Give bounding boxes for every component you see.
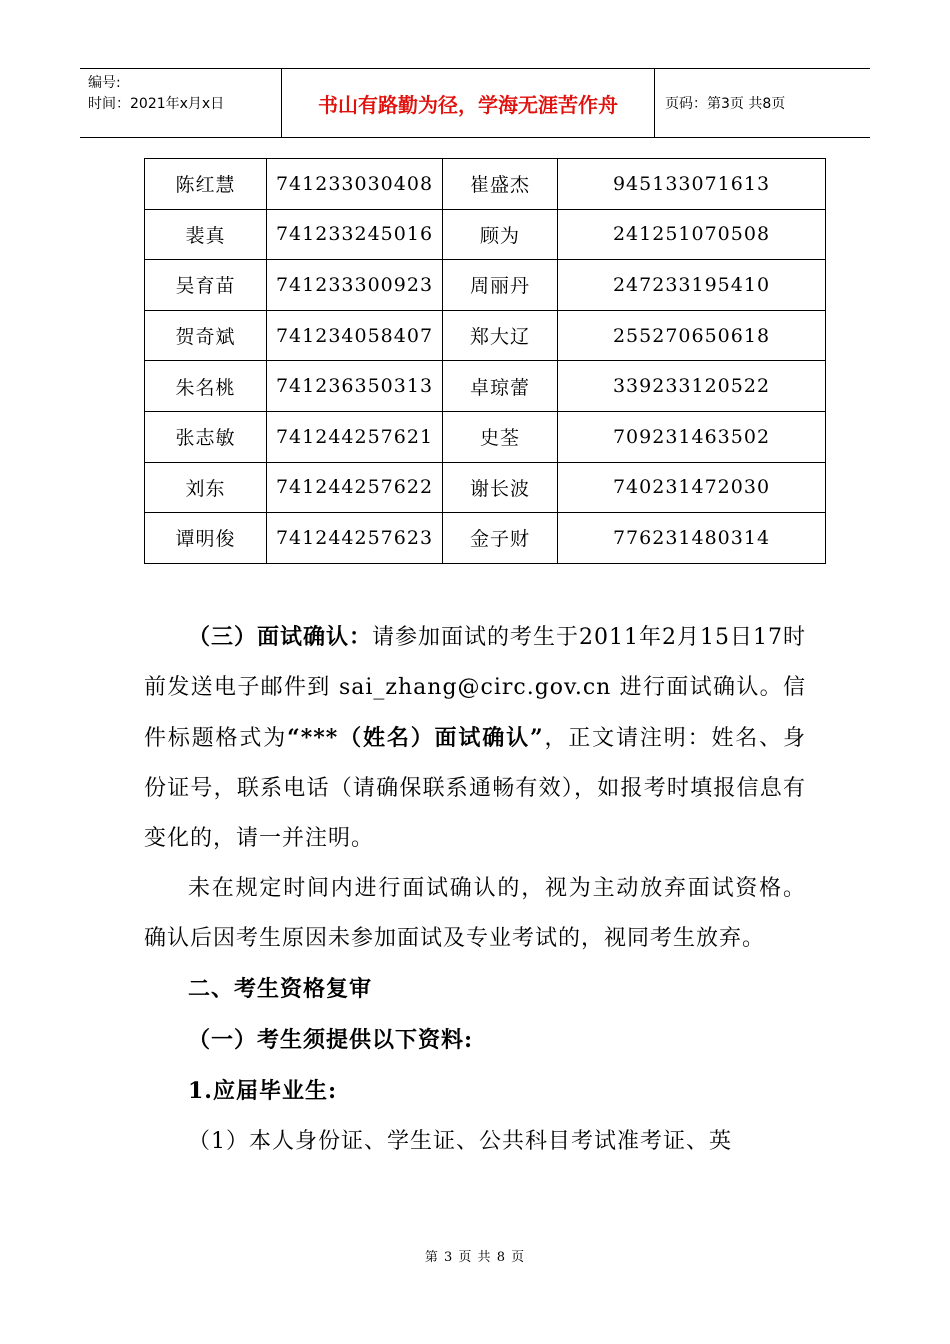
header-meta [80,69,282,137]
paragraph-interview-confirmation [144,612,806,864]
candidate-id-cell: 241251070508 [558,209,826,260]
candidate-id-cell: 741244257623 [267,513,443,564]
candidate-id-cell: 247233195410 [558,260,826,311]
heading-fresh-graduates: 1.应届毕业生: [188,1078,338,1104]
candidate-id-cell: 741234058407 [267,310,443,361]
page-footer: 第 3 页 共 8 页 [424,1250,526,1265]
candidate-name-cell: 张志敏 [145,411,267,462]
candidate-id-cell: 741233030408 [267,159,443,210]
candidate-name-cell: 谢长波 [443,462,558,513]
candidate-id-cell: 741244257621 [267,411,443,462]
candidate-name-cell: 顾为 [443,209,558,260]
candidate-name-cell: 崔盛杰 [443,159,558,210]
table-row [145,513,826,564]
confirmation-text-a: 请参加面试的考生于2011年2月15日17时前发送电子邮件到 sai_zhang@circ.gov.cn 进行面试确认。信件标题格式为 [144,625,806,751]
heading-required-materials: （一）考生须提供以下资料: [188,1027,474,1053]
candidate-name-cell: 刘东 [145,462,267,513]
candidate-name-cell: 金子财 [443,513,558,564]
confirmation-text-b: ，正文请注明：姓名、身份证号，联系电话（请确保联系通畅有效），如报考时填报信息有变化的，请一并注明。 [144,726,806,851]
candidate-id-cell: 709231463502 [558,411,826,462]
candidate-id-cell: 741233300923 [267,260,443,311]
table-row [145,310,826,361]
time-label: 时间：2021年x月x日 [88,96,225,112]
candidate-id-cell: 741244257622 [267,462,443,513]
email-subject-format: “***（姓名）面试确认” [287,725,544,751]
heading-section-two: 二、考生资格复审 [188,976,373,1002]
header-motto: 书山有路勤为径，学海无涯苦作舟 [282,69,655,137]
serial-label: 编号: [88,75,121,91]
candidate-name-cell: 朱名桃 [145,361,267,412]
page-header [80,68,870,138]
candidate-name-cell: 史荃 [443,411,558,462]
table-row [145,209,826,260]
candidate-table [144,158,826,564]
candidate-name-cell: 谭明俊 [145,513,267,564]
candidate-name-cell: 贺奇斌 [145,310,267,361]
candidate-id-cell: 740231472030 [558,462,826,513]
candidate-name-cell: 裴真 [145,209,267,260]
header-page-info: 页码：第3页 共8页 [665,96,786,112]
candidate-id-cell: 741233245016 [267,209,443,260]
candidate-id-cell: 255270650618 [558,310,826,361]
candidate-name-cell: 陈红慧 [145,159,267,210]
candidate-id-cell: 741236350313 [267,361,443,412]
table-row [145,361,826,412]
table-row [145,159,826,210]
table-row [145,260,826,311]
table-row [145,462,826,513]
candidate-name-cell: 周丽丹 [443,260,558,311]
candidate-name-cell: 卓琼蕾 [443,361,558,412]
candidate-id-cell: 776231480314 [558,513,826,564]
heading-interview-confirmation: （三）面试确认： [188,624,373,650]
paragraph-forfeit: 未在规定时间内进行面试确认的，视为主动放弃面试资格。确认后因考生原因未参加面试及专业考试的，视同考生放弃。 [144,876,806,951]
candidate-name-cell: 吴育苗 [145,260,267,311]
candidate-id-cell: 945133071613 [558,159,826,210]
document-body [144,612,806,1167]
candidate-id-cell: 339233120522 [558,361,826,412]
candidate-name-cell: 郑大辽 [443,310,558,361]
candidate-table-body [145,159,826,564]
paragraph-item-one: （1）本人身份证、学生证、公共科目考试准考证、英 [188,1129,732,1154]
table-row [145,411,826,462]
